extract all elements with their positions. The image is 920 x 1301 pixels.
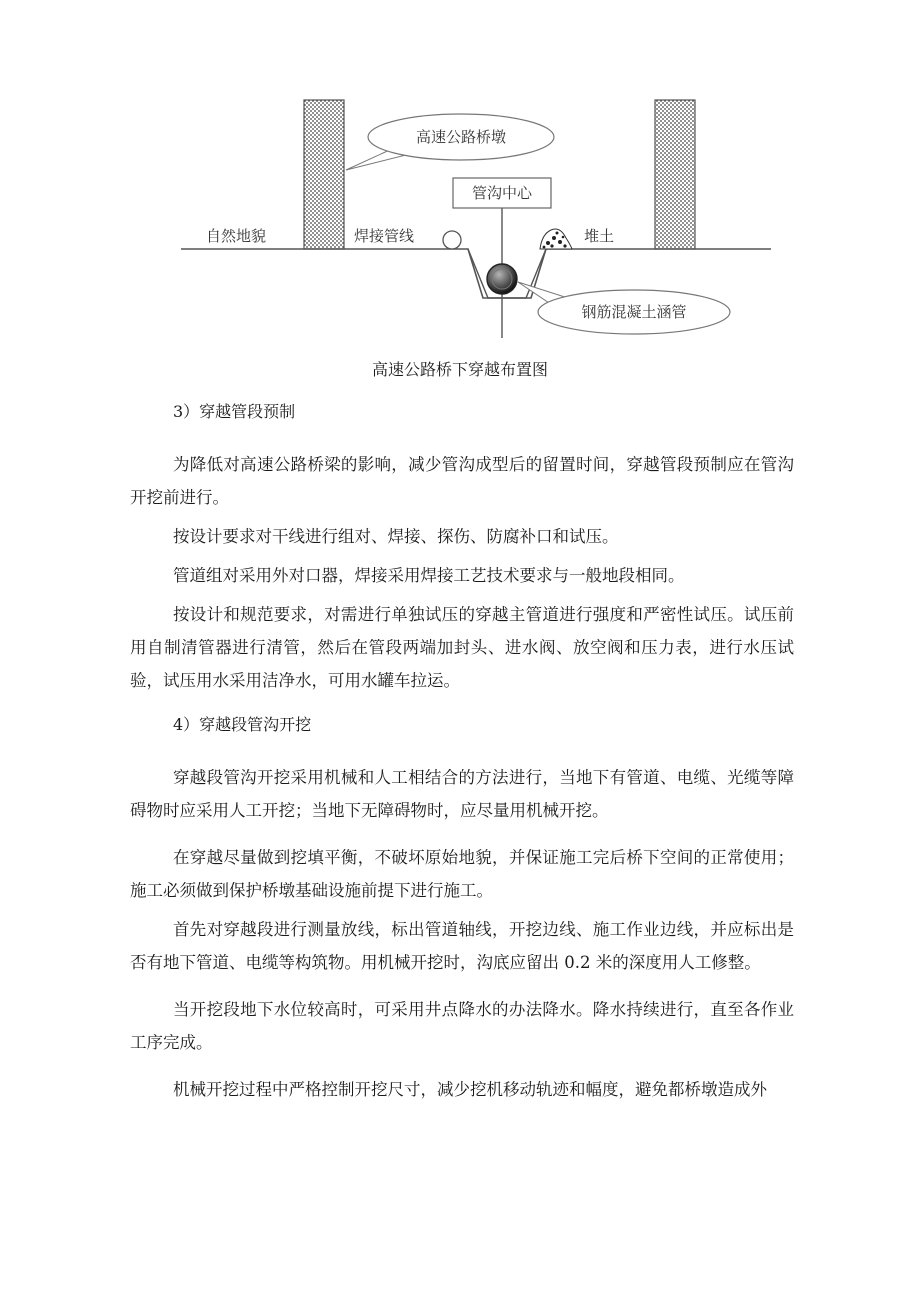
document-body bbox=[130, 398, 794, 1112]
spoil-label: 堆土 bbox=[584, 227, 615, 245]
paragraph: 当开挖段地下水位较高时，可采用井点降水的办法降水。降水持续进行，直至各作业工序完成。 bbox=[130, 1000, 794, 1052]
diagram-svg bbox=[176, 92, 776, 350]
figure-caption: 高速公路桥下穿越布置图 bbox=[371, 360, 548, 379]
bridge-pier-right bbox=[655, 100, 695, 249]
trench-center-label: 管沟中心 bbox=[471, 184, 533, 202]
paragraph: 穿越段管沟开挖采用机械和人工相结合的方法进行，当地下有管道、电缆、光缆等障碍物时应采用人工开挖；当地下无障碍物时，应尽量用机械开挖。 bbox=[130, 768, 794, 820]
welded-pipe-circle bbox=[443, 231, 461, 249]
paragraph: 机械开挖过程中严格控制开挖尺寸，减少挖机移动轨迹和幅度，避免都桥墩造成外 bbox=[173, 1080, 767, 1099]
section-heading: 4）穿越段管沟开挖 bbox=[173, 715, 312, 734]
paragraph: 为降低对高速公路桥梁的影响，减少管沟成型后的留置时间，穿越管段预制应在管沟开挖前进行。 bbox=[130, 455, 794, 507]
paragraph: 按设计和规范要求，对需进行单独试压的穿越主管道进行强度和严密性试压。试压前用自制清管器进行清管，然后在管段两端加封头、进水阀、放空阀和压力表，进行水压试验，试压用水采用洁净水，可用水罐车拉运。 bbox=[130, 605, 794, 690]
pier-label: 高速公路桥墩 bbox=[415, 128, 507, 146]
welded-pipe-label: 焊接管线 bbox=[354, 227, 415, 245]
section-heading: 3）穿越管段预制 bbox=[173, 402, 296, 421]
ground-line bbox=[181, 249, 771, 298]
crossing-layout-diagram bbox=[176, 92, 776, 350]
paragraph: 管道组对采用外对口器，焊接采用焊接工艺技术要求与一般地段相同。 bbox=[173, 566, 685, 585]
paragraph: 首先对穿越段进行测量放线，标出管道轴线，开挖边线、施工作业边线，并应标出是否有地下管道、电缆等构筑物。用机械开挖时，沟底应留出 0.2 米的深度用人工修整。 bbox=[130, 920, 794, 972]
culvert-label: 钢筋混凝土涵管 bbox=[581, 303, 687, 321]
bridge-pier-left bbox=[304, 100, 344, 249]
natural-terrain-label: 自然地貌 bbox=[206, 227, 267, 245]
paragraph: 按设计要求对干线进行组对、焊接、探伤、防腐补口和试压。 bbox=[173, 527, 619, 546]
paragraph: 在穿越尽量做到挖填平衡，不破坏原始地貌，并保证施工完后桥下空间的正常使用；施工必须做到保护桥墩基础设施前提下进行施工。 bbox=[130, 848, 794, 900]
